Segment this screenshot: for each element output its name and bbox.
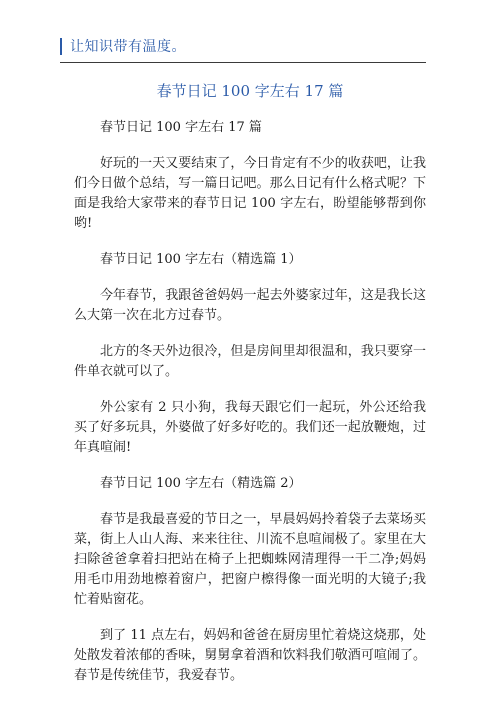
paragraph: 到了 11 点左右，妈妈和爸爸在厨房里忙着烧这烧那，处处散发着浓郁的香味，舅舅拿着酒和饮料我们敬酒可喧闹了。春节是传统佳节，我爱春节。 — [74, 628, 426, 683]
header-accent-bar — [60, 38, 62, 55]
section-heading: 春节日记 100 字左右（精选篇 2） — [100, 476, 302, 491]
section-heading: 春节日记 100 字左右 17 篇 — [100, 120, 262, 135]
paragraph: 外公家有 2 只小狗，我每天跟它们一起玩，外公还给我买了好多玩具，外婆做了好多好吃的。我们还一起放鞭炮，过年真喧闹! — [74, 400, 426, 455]
paragraph: 春节是我最喜爱的节日之一，早晨妈妈拎着袋子去菜场买菜，街上人山人海、来来往往、川流不息喧闹极了。家里在大扫除爸爸拿着扫把站在椅子上把蜘蛛网清理得一干二净;妈妈用毛巾用劲地檫着窗户，把窗户檫得像一面光明的大镜子;我忙着贴窗花。 — [74, 512, 426, 607]
paragraph: 今年春节，我跟爸爸妈妈一起去外婆家过年，这是我长这么大第一次在北方过春节。 — [74, 288, 426, 323]
page-header — [60, 36, 186, 56]
section-heading: 春节日记 100 字左右（精选篇 1） — [100, 252, 302, 267]
document-title: 春节日记 100 字左右 17 篇 — [156, 82, 344, 100]
document-body — [74, 118, 426, 702]
paragraph: 好玩的一天又要结束了，今日肯定有不少的收获吧，让我们今日做个总结，写一篇日记吧。那么日记有什么格式呢？下面是我给大家带来的春节日记 100 字左右，盼望能够帮到你哟! — [74, 156, 426, 231]
header-slogan: 让知识带有温度。 — [70, 39, 186, 55]
header-divider — [60, 62, 426, 63]
paragraph: 北方的冬天外边很冷，但是房间里却很温和，我只要穿一件单衣就可以了。 — [74, 344, 426, 379]
